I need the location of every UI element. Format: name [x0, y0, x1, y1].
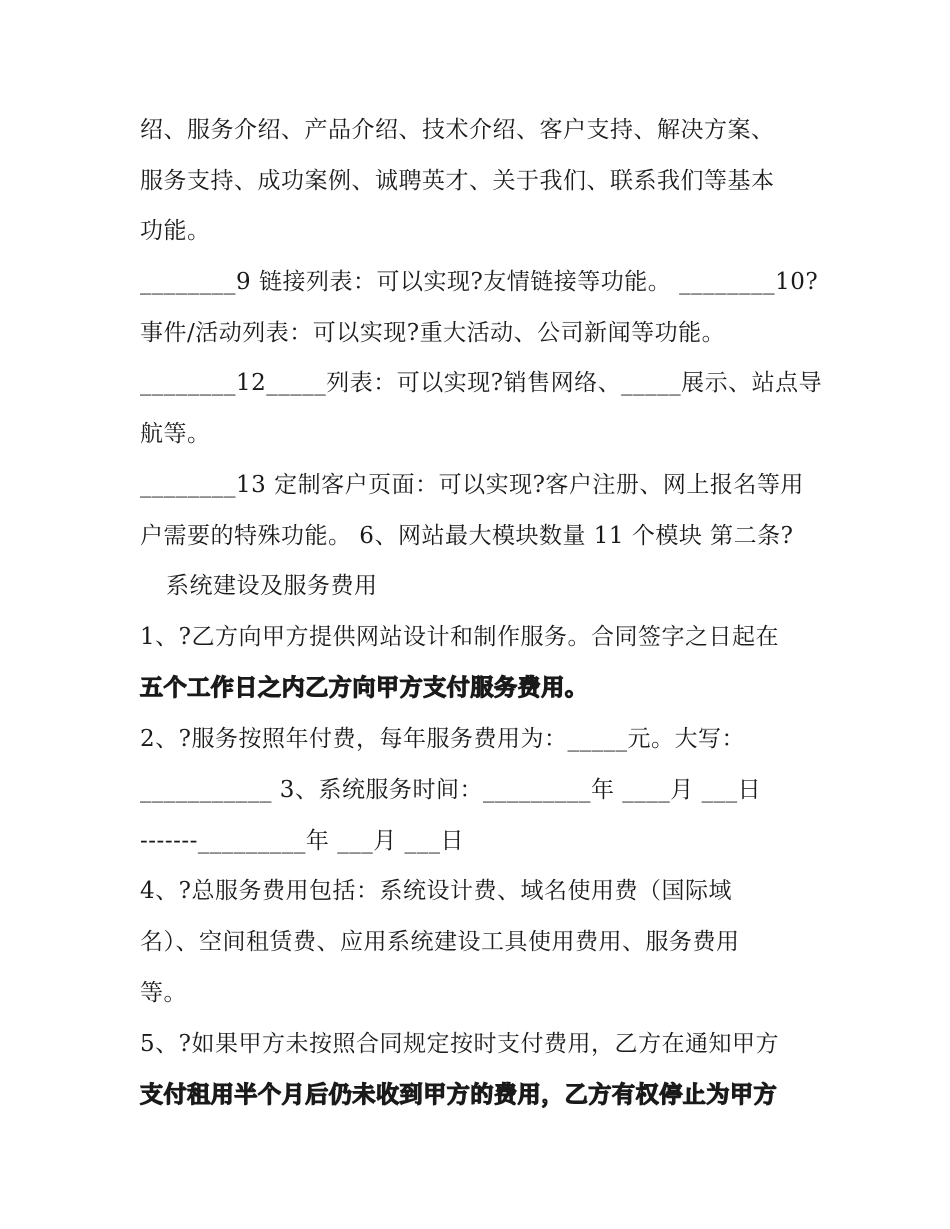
text-line: -------_________年 ___月 ___日 — [140, 828, 465, 854]
text-line: 航等。 — [140, 421, 211, 447]
text-line: 功能。 — [140, 218, 211, 244]
text-line: ________12_____列表：可以实现?销售网络、_____展示、站点导 — [140, 370, 823, 396]
text-line: 5、?如果甲方未按照合同规定按时支付费用，乙方在通知甲方 — [140, 1031, 779, 1057]
text-line: 绍、服务介绍、产品介绍、技术介绍、客户支持、解决方案、 — [140, 117, 775, 143]
text-line: 1、?乙方向甲方提供网站设计和制作服务。合同签字之日起在 — [140, 624, 779, 650]
text-line-outlined: 五个工作日之内乙方向甲方支付服务费用。 — [140, 675, 589, 701]
text-line: ________9 链接列表：可以实现?友情链接等功能。 ________10? — [140, 269, 819, 295]
text-line: ___________ 3、系统服务时间：_________年 ____月 ___日 — [140, 777, 762, 803]
text-line: 等。 — [140, 980, 187, 1006]
text-line: 户需要的特殊功能。 6、网站最大模块数量 11 个模块 第二条? — [140, 523, 794, 549]
text-line: 2、?服务按照年付费，每年服务费用为：_____元。大写： — [140, 726, 745, 752]
text-line-outlined: 支付租用半个月后仍未收到甲方的费用，乙方有权停止为甲方 — [140, 1082, 778, 1108]
text-line: 4、?总服务费用包括：系统设计费、域名使用费（国际域 — [140, 878, 732, 904]
section-heading: 系统建设及服务费用 — [166, 573, 378, 599]
text-line: 服务支持、成功案例、诚聘英才、关于我们、联系我们等基本 — [140, 168, 775, 194]
text-line: 名）、空间租赁费、应用系统建设工具使用费用、服务费用 — [140, 929, 740, 955]
text-line: 事件/活动列表：可以实现?重大活动、公司新闻等功能。 — [140, 320, 726, 346]
text-line: ________13 定制客户页面：可以实现?客户注册、网上报名等用 — [140, 472, 804, 498]
